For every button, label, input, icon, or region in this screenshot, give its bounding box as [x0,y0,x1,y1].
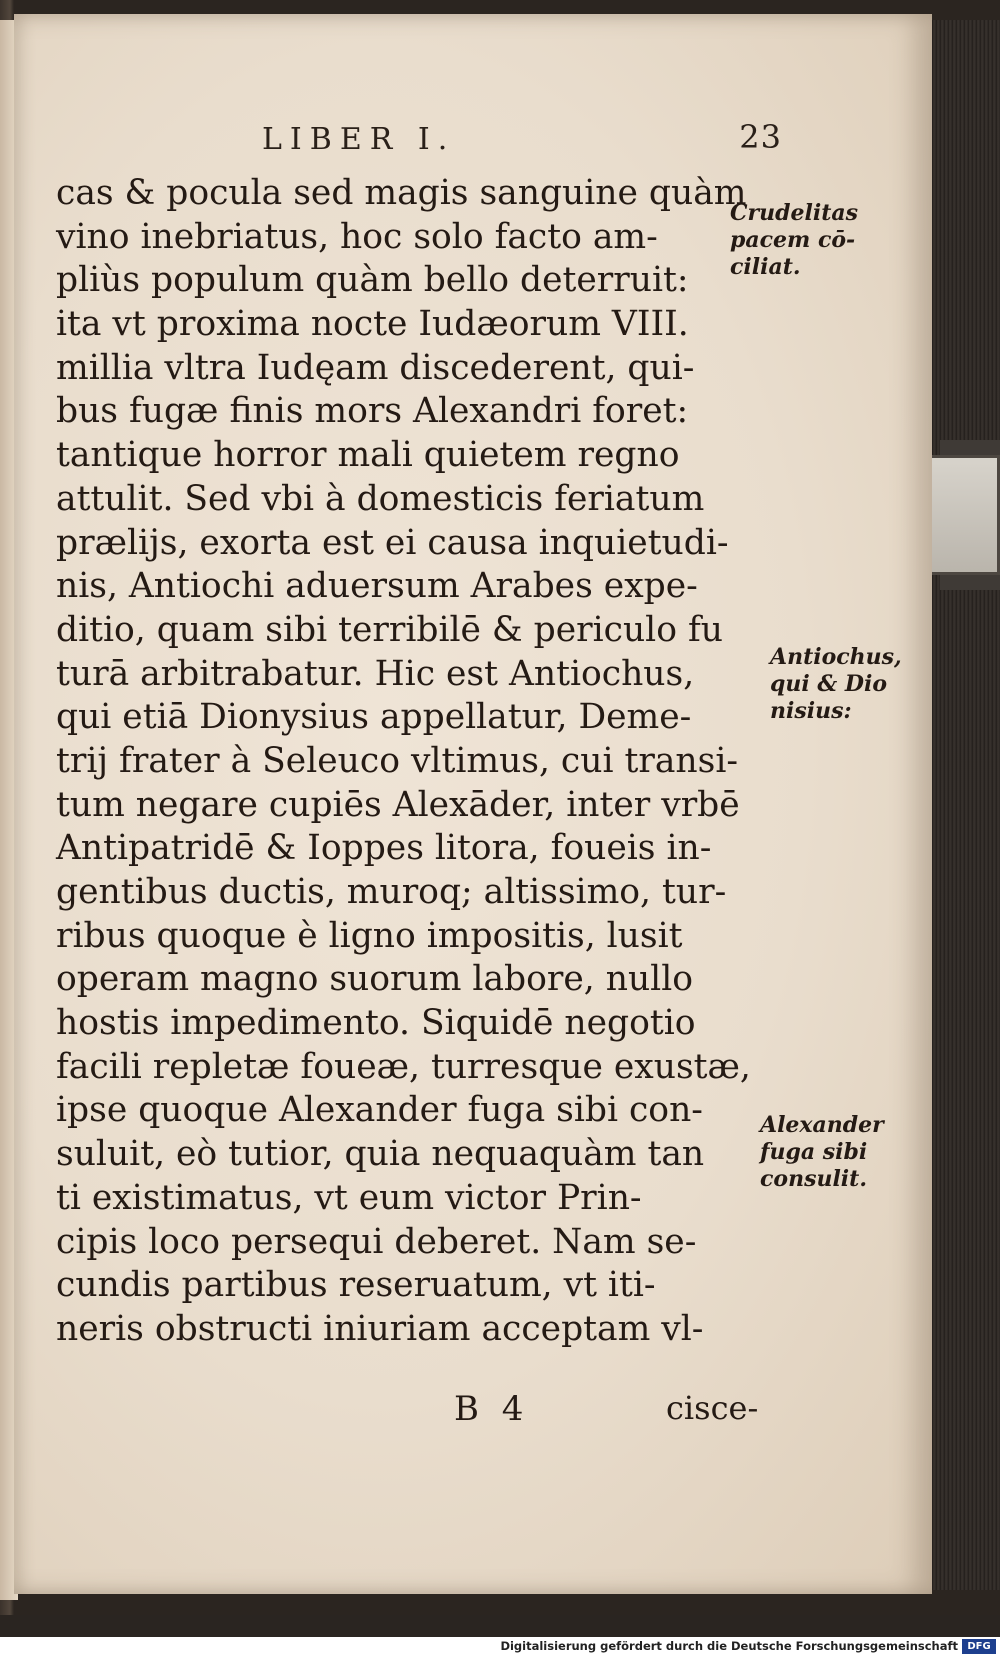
text-line: suluit, eò tutior, quia nequaquàm tan [56,1134,705,1175]
text-line: neris obstructi iniuriam acceptam vl- [56,1308,704,1349]
body-text [56,172,776,1352]
text-line: gentibus ductis, muroq; altissimo, tur- [56,872,727,912]
text-line: ribus quoque è ligno impositis, lusit [56,915,683,956]
text-line: ipse quoque Alexander fuga sibi con- [56,1090,703,1131]
text-line: hostis impedimento. Siquidē negotio [56,1003,696,1044]
margin-note-alexander [760,1112,920,1193]
text-line: trij frater à Seleuco vltimus, cui transi- [56,740,739,781]
text-line: ti existimatus, vt eum victor Prin- [56,1177,642,1218]
margin-note-line: ciliat. [730,254,801,280]
text-line: vino inebriatus, hoc solo facto am- [56,216,658,257]
margin-note-line: fuga sibi [760,1139,868,1165]
margin-note-line: Antiochus, [770,644,902,670]
page-number: 23 [739,118,782,156]
text-line: ita vt proxima nocte Iudæorum VIII. [56,304,689,345]
margin-note-line: pacem cō- [730,227,856,253]
digitization-footer [0,1637,1000,1658]
text-line: turā arbitrabatur. Hic est Antiochus, [56,653,695,694]
text-line: millia vltra Iudęam discederent, qui- [56,347,695,388]
margin-note-line: Crudelitas [730,200,858,226]
text-line: prælijs, exorta est ei causa inquietudi- [56,522,729,563]
text-line: ditio, quam sibi terribilē & periculo fu [56,609,723,650]
margin-note-line: consulit. [760,1166,867,1192]
margin-note-line: qui & Dio [770,671,888,697]
text-line: bus fugæ finis mors Alexandri foret: [56,391,689,432]
text-line: facili repletæ foueæ, turresque exustæ, [56,1046,751,1087]
text-line: pliùs populum quàm bello deterruit: [56,260,689,301]
text-line: nis, Antiochi aduersum Arabes expe- [56,566,698,607]
text-line: qui etiā Dionysius appellatur, Deme- [56,697,692,738]
dfg-logo: DFG [962,1639,996,1654]
text-line: cas & pocula sed magis sanguine quàm [56,173,747,213]
margin-note-antiochus [770,644,910,725]
page-stack-edge [928,20,1000,1590]
text-line: cipis loco persequi deberet. Nam se- [56,1221,697,1262]
funding-credit: Digitalisierung gefördert durch die Deutsche Forschungsgemeinschaft [500,1639,958,1653]
text-line: attulit. Sed vbi à domesticis feriatum [56,478,705,519]
text-line: tantique horror mali quietem regno [56,435,680,476]
text-line: Antipatridē & Ioppes litora, foueis in- [56,828,712,869]
running-head: LIBER I. [262,122,456,157]
margin-note-line: Alexander [760,1112,884,1138]
book-page [14,14,932,1594]
signature-mark: B 4 [454,1389,530,1429]
page-header [262,114,782,164]
margin-note-crudelitas [730,200,900,281]
text-line: operam magno suorum labore, nullo [56,959,694,1000]
text-line: cundis partibus reseruatum, vt iti- [56,1265,656,1306]
margin-note-line: nisius: [770,698,852,724]
catchword: cisce- [666,1389,759,1427]
text-line: tum negare cupiēs Alexāder, inter vrbē [56,784,740,825]
